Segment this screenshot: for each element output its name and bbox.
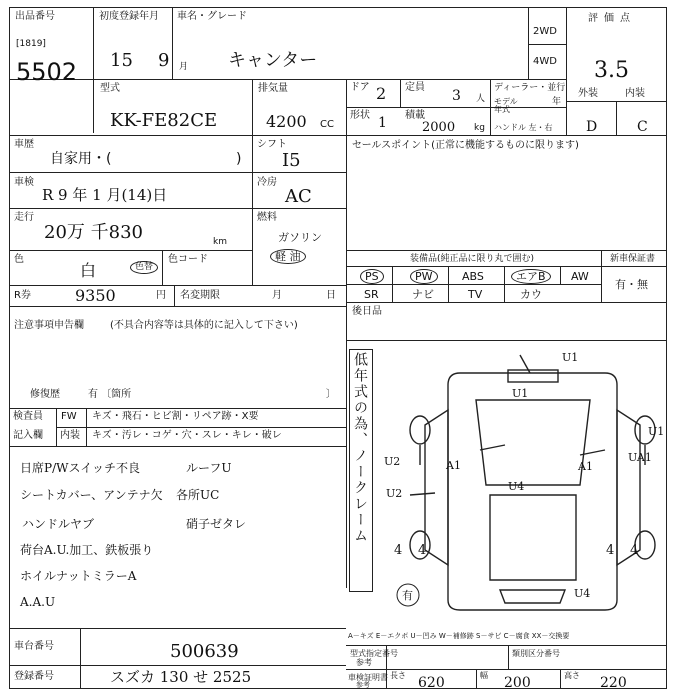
plate-number: スズカ 130 せ 2525 [110, 668, 252, 686]
usage-close: ) [236, 151, 242, 167]
note-line-1b: ルーフU [186, 461, 232, 475]
color-label: 色 [14, 254, 24, 265]
ac-label: 冷房 [257, 177, 277, 188]
inspector-label: 検査員 [13, 411, 43, 422]
height-value: 220 [600, 675, 627, 691]
drive-2wd: 2WD [533, 26, 557, 37]
notes-hint: (不具合内容等は具体的に記入して下さい) [110, 320, 298, 331]
transfer-day: 日 [326, 290, 336, 301]
chassis-number: 500639 [170, 641, 239, 662]
color-value: 白 [80, 261, 97, 280]
shift-value: I5 [282, 150, 301, 171]
yen-unit: 円 [156, 290, 166, 301]
interior-label: 内装 [625, 88, 645, 99]
usage-value: 自家用・( [50, 151, 112, 167]
door-count: 2 [376, 84, 387, 103]
shape-label: 形状 [350, 110, 370, 121]
lot-small-number: [1819] [16, 39, 46, 49]
displacement-label: 排気量 [258, 83, 288, 94]
repair-history-value: 有 〔箇所 [88, 389, 132, 400]
handle-label: ハンドル 左・右 [494, 123, 553, 132]
mark-tire-lr: 4 [418, 543, 427, 558]
mark-tire-lf: 4 [394, 543, 403, 558]
month-unit: 月 [179, 62, 189, 72]
equip-aw: AW [571, 270, 589, 283]
model-year-label: モデル年式 [494, 97, 518, 114]
vehicle-cert-label: 車検証明書 [348, 673, 388, 682]
repair-history-close: 〕 [326, 389, 336, 400]
mark-tire-rf: 4 [606, 543, 615, 558]
mark-left-door: U2 [384, 455, 401, 468]
warranty-label: 新車保証書 [610, 254, 656, 264]
stamp-mark: 有 [402, 589, 413, 602]
interior-check-label: 内装 [60, 430, 80, 441]
year-unit: 年 [552, 97, 562, 107]
load-label: 積載 [405, 110, 425, 121]
class-number-label: 類別区分番号 [512, 649, 560, 658]
mileage-label: 走行 [14, 212, 34, 223]
note-line-2b: 各所UC [176, 488, 220, 502]
person-unit: 人 [476, 94, 486, 104]
length-value: 620 [418, 675, 445, 691]
warranty-value: 有・無 [615, 278, 648, 291]
vehicle-cert-ref: 参考 [356, 681, 370, 689]
mileage-value: 20万 千830 [44, 222, 143, 243]
mark-hood: U1 [512, 387, 529, 400]
km-unit: km [213, 237, 227, 247]
shape-value: 1 [378, 115, 387, 131]
width-value: 200 [504, 675, 531, 691]
first-reg-month: 9 [158, 50, 170, 71]
plate-label: 登録番号 [14, 671, 54, 682]
exterior-grade: D [586, 119, 598, 135]
recycle-amount: 9350 [75, 286, 116, 305]
note-line-6: A.A.U [20, 595, 56, 609]
vertical-no-claim-note: 低年式の為、ノークレーム [352, 352, 368, 544]
mark-center: U4 [508, 480, 525, 493]
score-value: 3.5 [594, 58, 629, 83]
drive-4wd: 4WD [533, 56, 557, 67]
displacement-value: 4200 [266, 112, 307, 131]
car-name: キャンター [228, 50, 318, 71]
equip-tv: TV [468, 288, 483, 301]
door-label: ドア [350, 82, 370, 93]
note-line-2: シートカバー、アンテナ欠 [20, 488, 163, 502]
ac-value: AC [285, 186, 312, 207]
exterior-label: 外装 [578, 88, 598, 99]
model-code: KK-FE82CE [110, 110, 218, 131]
recycle-label: R券 [14, 290, 31, 301]
diagram-legend: A－キズ E－エクボ U－凹み W－補修跡 S－サビ C－腐食 XX－交換要 [348, 632, 570, 640]
fw-label: FW [61, 411, 77, 422]
transfer-month: 月 [272, 290, 282, 301]
mark-rear-right: U4 [574, 587, 591, 600]
mark-right-door: A1 [578, 460, 593, 473]
color-change: 色替 [130, 261, 158, 274]
sales-point-label: セールスポイント(正常に機能するものに限ります) [352, 140, 579, 151]
inspection-value: R 9 年 1 月(14)日 [42, 186, 168, 204]
dealer-label: ディーラー・並行 [494, 83, 566, 93]
cert-number-label: 型式指定番号 [350, 649, 398, 658]
transfer-label: 名変期限 [180, 290, 220, 301]
kg-unit: kg [474, 123, 485, 133]
mark-left-rear: U2 [386, 487, 403, 500]
equip-airbag: エアB [511, 269, 551, 284]
fw-text: キズ・飛石・ヒビ割・リペア跡・X要 [92, 411, 259, 422]
capacity-value: 3 [452, 88, 461, 104]
equip-ps: PS [360, 269, 384, 284]
note-line-1: 日席P/Wスイッチ不良 [20, 461, 140, 475]
height-label: 高さ [564, 671, 580, 680]
color-code-label: 色コード [168, 254, 208, 265]
interior-grade: C [637, 119, 648, 135]
cert-ref-label: 参考 [356, 658, 372, 667]
equipment-label: 装備品(純正品に限り丸で囲む) [410, 254, 535, 264]
cc-unit: CC [320, 119, 334, 130]
equip-cow: カウ [520, 288, 542, 301]
lot-label: 出品番号 [15, 11, 55, 22]
note-line-3: ハンドルヤブ [22, 517, 95, 531]
mark-right-fender: UA1 [628, 451, 652, 464]
equip-navi: ナビ [412, 288, 434, 301]
model-label: 型式 [100, 83, 120, 94]
chassis-label: 車台番号 [14, 641, 54, 652]
repair-history-label: 修復歴 [30, 389, 60, 400]
capacity-label: 定員 [405, 82, 425, 93]
mark-roof: U1 [562, 351, 579, 364]
load-value: 2000 [422, 120, 456, 135]
car-damage-diagram [380, 345, 665, 625]
note-line-5: ホイルナットミラーA [20, 569, 137, 583]
lot-number: 5502 [16, 58, 78, 86]
fuel-diesel: 軽 油 [270, 249, 306, 264]
equip-sr: SR [364, 288, 379, 301]
mark-left-fender: A1 [446, 459, 461, 472]
note-line-3b: 硝子ゼタレ [186, 517, 247, 531]
fuel-label: 燃料 [257, 212, 277, 223]
fuel-gasoline: ガソリン [278, 231, 322, 244]
entry-label: 記入欄 [13, 430, 43, 441]
inspection-label: 車検 [14, 177, 34, 188]
note-line-4: 荷台A.U.加工、鉄板張り [20, 543, 154, 557]
shift-label: シフト [257, 139, 287, 150]
score-label: 評価点 [588, 13, 636, 24]
length-label: 長さ [390, 671, 406, 680]
aftermarket-label: 後日品 [352, 306, 382, 317]
equip-pw: PW [410, 269, 438, 284]
usage-label: 車歴 [14, 139, 34, 150]
first-reg-year: 15 [110, 50, 133, 71]
equip-abs: ABS [462, 270, 484, 283]
interior-check-text: キズ・汚レ・コゲ・穴・スレ・キレ・破レ [92, 430, 282, 441]
width-label: 幅 [480, 671, 488, 680]
car-name-label: 車名・グレード [177, 11, 247, 22]
mark-front: U1 [648, 425, 665, 438]
notes-label: 注意事項申告欄 [14, 320, 84, 331]
mark-tire-rr: 4 [630, 543, 639, 558]
first-reg-label: 初度登録年月 [99, 11, 159, 22]
